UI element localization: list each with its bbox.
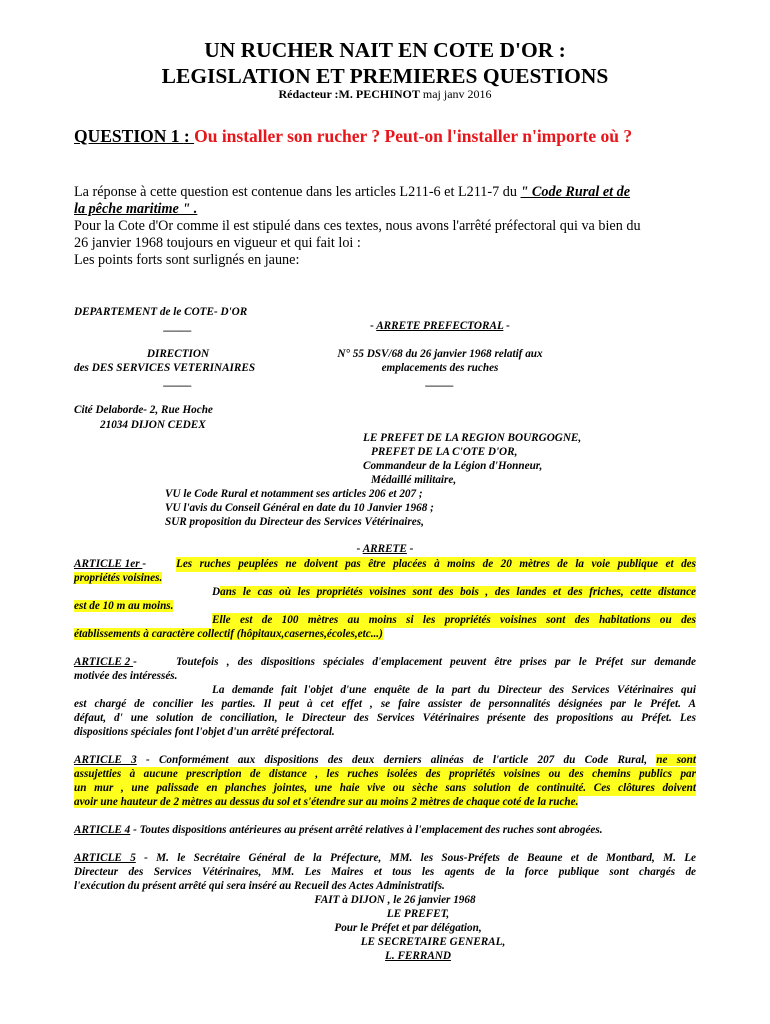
article-1-line-2 [74, 571, 162, 586]
address-line-1: Cité Delaborde- 2, Rue Hoche [74, 404, 213, 416]
arrete-number-line-2: emplacements des ruches [381, 362, 499, 374]
intro-text: La réponse à cette question est contenue dans les articles L211-6 et L211-7 du [74, 184, 521, 200]
dash: - [356, 543, 363, 555]
question-heading [74, 126, 632, 147]
article-2-line-1: Toutefois , des dispositions spéciales d'emplacement peuvent être prises par le Préfet sur demande [176, 656, 696, 668]
arrete-label: ARRETE [362, 543, 407, 555]
code-rural-title-cont: la pêche maritime " . [74, 201, 198, 217]
arrete-prefectoral-heading [300, 320, 580, 332]
text: - Conformément aux dispositions des deux derniers alinéas de l'article 207 du Code Rural, [136, 754, 657, 766]
dash: - [370, 320, 377, 332]
dash: - [503, 320, 510, 332]
signature-name [0, 949, 770, 964]
article-5-label: ARTICLE 5 [74, 852, 136, 864]
article-2-line-4: est chargé de concilier les parties. Il peut à cet effet , se faire assister de personnalités désignées par le Préfet. A [74, 698, 696, 710]
question-colon: : [183, 126, 195, 146]
article-2-line-2: motivée des intéressés. [74, 670, 178, 682]
highlighted-text: propriétés voisines. [74, 572, 163, 584]
article-1-line-5: Elle est de 100 mètres au moins si les propriétés voisines sont des habitations ou des [212, 614, 696, 626]
article-3-line-2: assujetties à aucune prescription de distance , les ruches isolées des propriétés voisines ou des chemins publics par [74, 768, 696, 780]
highlighted-text: ans le cas où les propriétés voisines sont des bois , des landes et des friches, cette distance [220, 586, 696, 598]
article-1-line-4 [74, 599, 173, 614]
signature-line-1: FAIT à DIJON , le 26 janvier 1968 [314, 894, 476, 906]
dash: - [142, 558, 147, 570]
highlighted-text: ne sont [656, 754, 696, 766]
department-name: DEPARTEMENT de le COTE- D'OR [74, 306, 248, 318]
article-1-line-6 [74, 627, 383, 642]
question-label: QUESTION 1 [74, 126, 184, 146]
document-subtitle [0, 87, 770, 102]
signature-line-3: Pour le Préfet et par délégation, [334, 922, 482, 934]
article-1-label-group [74, 557, 146, 572]
article-2-line-5: défaut, d' une solution de conciliation, le Directeur des Services Vétérinaires présente des propositions au Préfet. Les [74, 712, 696, 724]
signatory-name: L. FERRAND [385, 950, 451, 962]
text: D [212, 586, 221, 598]
article-4 [74, 823, 603, 838]
prefet-line-4: Médaillé militaire, [371, 474, 457, 486]
article-3-label: ARTICLE 3 [74, 754, 137, 766]
signature-line-2: LE PREFET, [386, 908, 450, 920]
address-line-2: 21034 DIJON CEDEX [100, 419, 206, 431]
article-2-line-3: La demande fait l'objet d'une enquête de la part du Directeur des Services Vétérinaires qui [212, 684, 696, 696]
article-3-line-3: un mur , une palissade en planches jointes, une haie vive ou sèche sans solution de continuité. Ces clôtures doivent [74, 782, 696, 794]
vu-line-2: VU l'avis du Conseil Général en date du 10 Janvier 1968 ; [165, 502, 434, 514]
document-title-line2: LEGISLATION ET PREMIERES QUESTIONS [161, 64, 609, 88]
article-2-line-6: dispositions spéciales font l'objet d'un arrêté préfectoral. [74, 726, 335, 738]
prefet-line-1: LE PREFET DE LA REGION BOURGOGNE, [363, 432, 582, 444]
arrete-prefectoral-label: ARRETE PREFECTORAL [376, 320, 504, 332]
separator: _____ [164, 321, 192, 333]
separator: _____ [426, 376, 454, 388]
intro-line-4: 26 janvier 1968 toujours en vigueur et qui fait loi : [74, 235, 361, 251]
services-label: des DES SERVICES VETERINAIRES [74, 362, 256, 374]
question-text: Ou installer son rucher ? Peut-on l'installer n'importe où ? [194, 126, 633, 146]
article-1-label: ARTICLE 1er [74, 558, 143, 570]
intro-line-2 [74, 201, 197, 218]
prefet-line-2: PREFET DE LA C'OTE D'OR, [371, 446, 518, 458]
vu-line-1: VU le Code Rural et notamment ses articles 206 et 207 ; [165, 488, 423, 500]
dash: - [406, 543, 414, 555]
vu-line-3: SUR proposition du Directeur des Services Vétérinaires, [165, 516, 424, 528]
code-rural-reference [521, 184, 631, 200]
article-3-line-4 [74, 795, 578, 810]
intro-line-1 [74, 184, 630, 201]
highlighted-text: est de 10 m au moins. [74, 600, 174, 612]
text: - M. le Secrétaire Général de la Préfecture, MM. les Sous-Préfets de Beaune et de Montbard, M. Le [135, 852, 697, 864]
update-date: maj janv 2016 [419, 87, 492, 101]
article-2-label-group [74, 655, 137, 670]
highlighted-text: établissements à caractère collectif (hôpitaux,casernes,écoles,etc...) [74, 628, 383, 640]
article-2-label: ARTICLE 2 [74, 656, 134, 668]
article-4-label: ARTICLE 4 [74, 824, 131, 836]
author-label: Rédacteur :M. PECHINOT [278, 87, 420, 101]
intro-line-5: Les points forts sont surlignés en jaune: [74, 252, 300, 268]
highlighted-text: avoir une hauteur de 2 mètres au dessus du sol et s'étendre sur au moins 2 mètres de chaque coté de la ruche. [74, 796, 579, 808]
separator: _____ [164, 376, 192, 388]
dash: - [133, 656, 137, 668]
prefet-line-3: Commandeur de la Légion d'Honneur, [363, 460, 543, 472]
intro-line-3: Pour la Cote d'Or comme il est stipulé dans ces textes, nous avons l'arrêté préfectoral qui va bien du [74, 218, 641, 234]
article-4-text: - Toutes dispositions antérieures au présent arrêté relatives à l'emplacement des ruches sont abrogées. [130, 824, 603, 836]
code-rural-title: " Code Rural et de [520, 184, 631, 200]
article-3-line-1 [74, 753, 696, 768]
signature-line-4: LE SECRETAIRE GENERAL, [360, 936, 506, 948]
document-title-line1: UN RUCHER NAIT EN COTE D'OR : [204, 38, 566, 62]
direction-label: DIRECTION [146, 348, 210, 360]
arrete-heading [0, 543, 770, 555]
article-5-line-3: l'exécution du présent arrêté qui sera inséré au Recueil des Actes Administratifs. [74, 880, 445, 892]
article-1-line-1: Les ruches peuplées ne doivent pas être placées à moins de 20 mètres de la voie publique et des [176, 558, 696, 570]
article-5-line-1 [74, 851, 696, 866]
article-5-line-2: Directeur des Services Vétérinaires, MM. Les Maires et tous les agents de la force publique sont chargés de [74, 866, 696, 878]
article-1-line-3 [212, 585, 696, 600]
arrete-number-line-1: N° 55 DSV/68 du 26 janvier 1968 relatif aux [337, 348, 543, 360]
